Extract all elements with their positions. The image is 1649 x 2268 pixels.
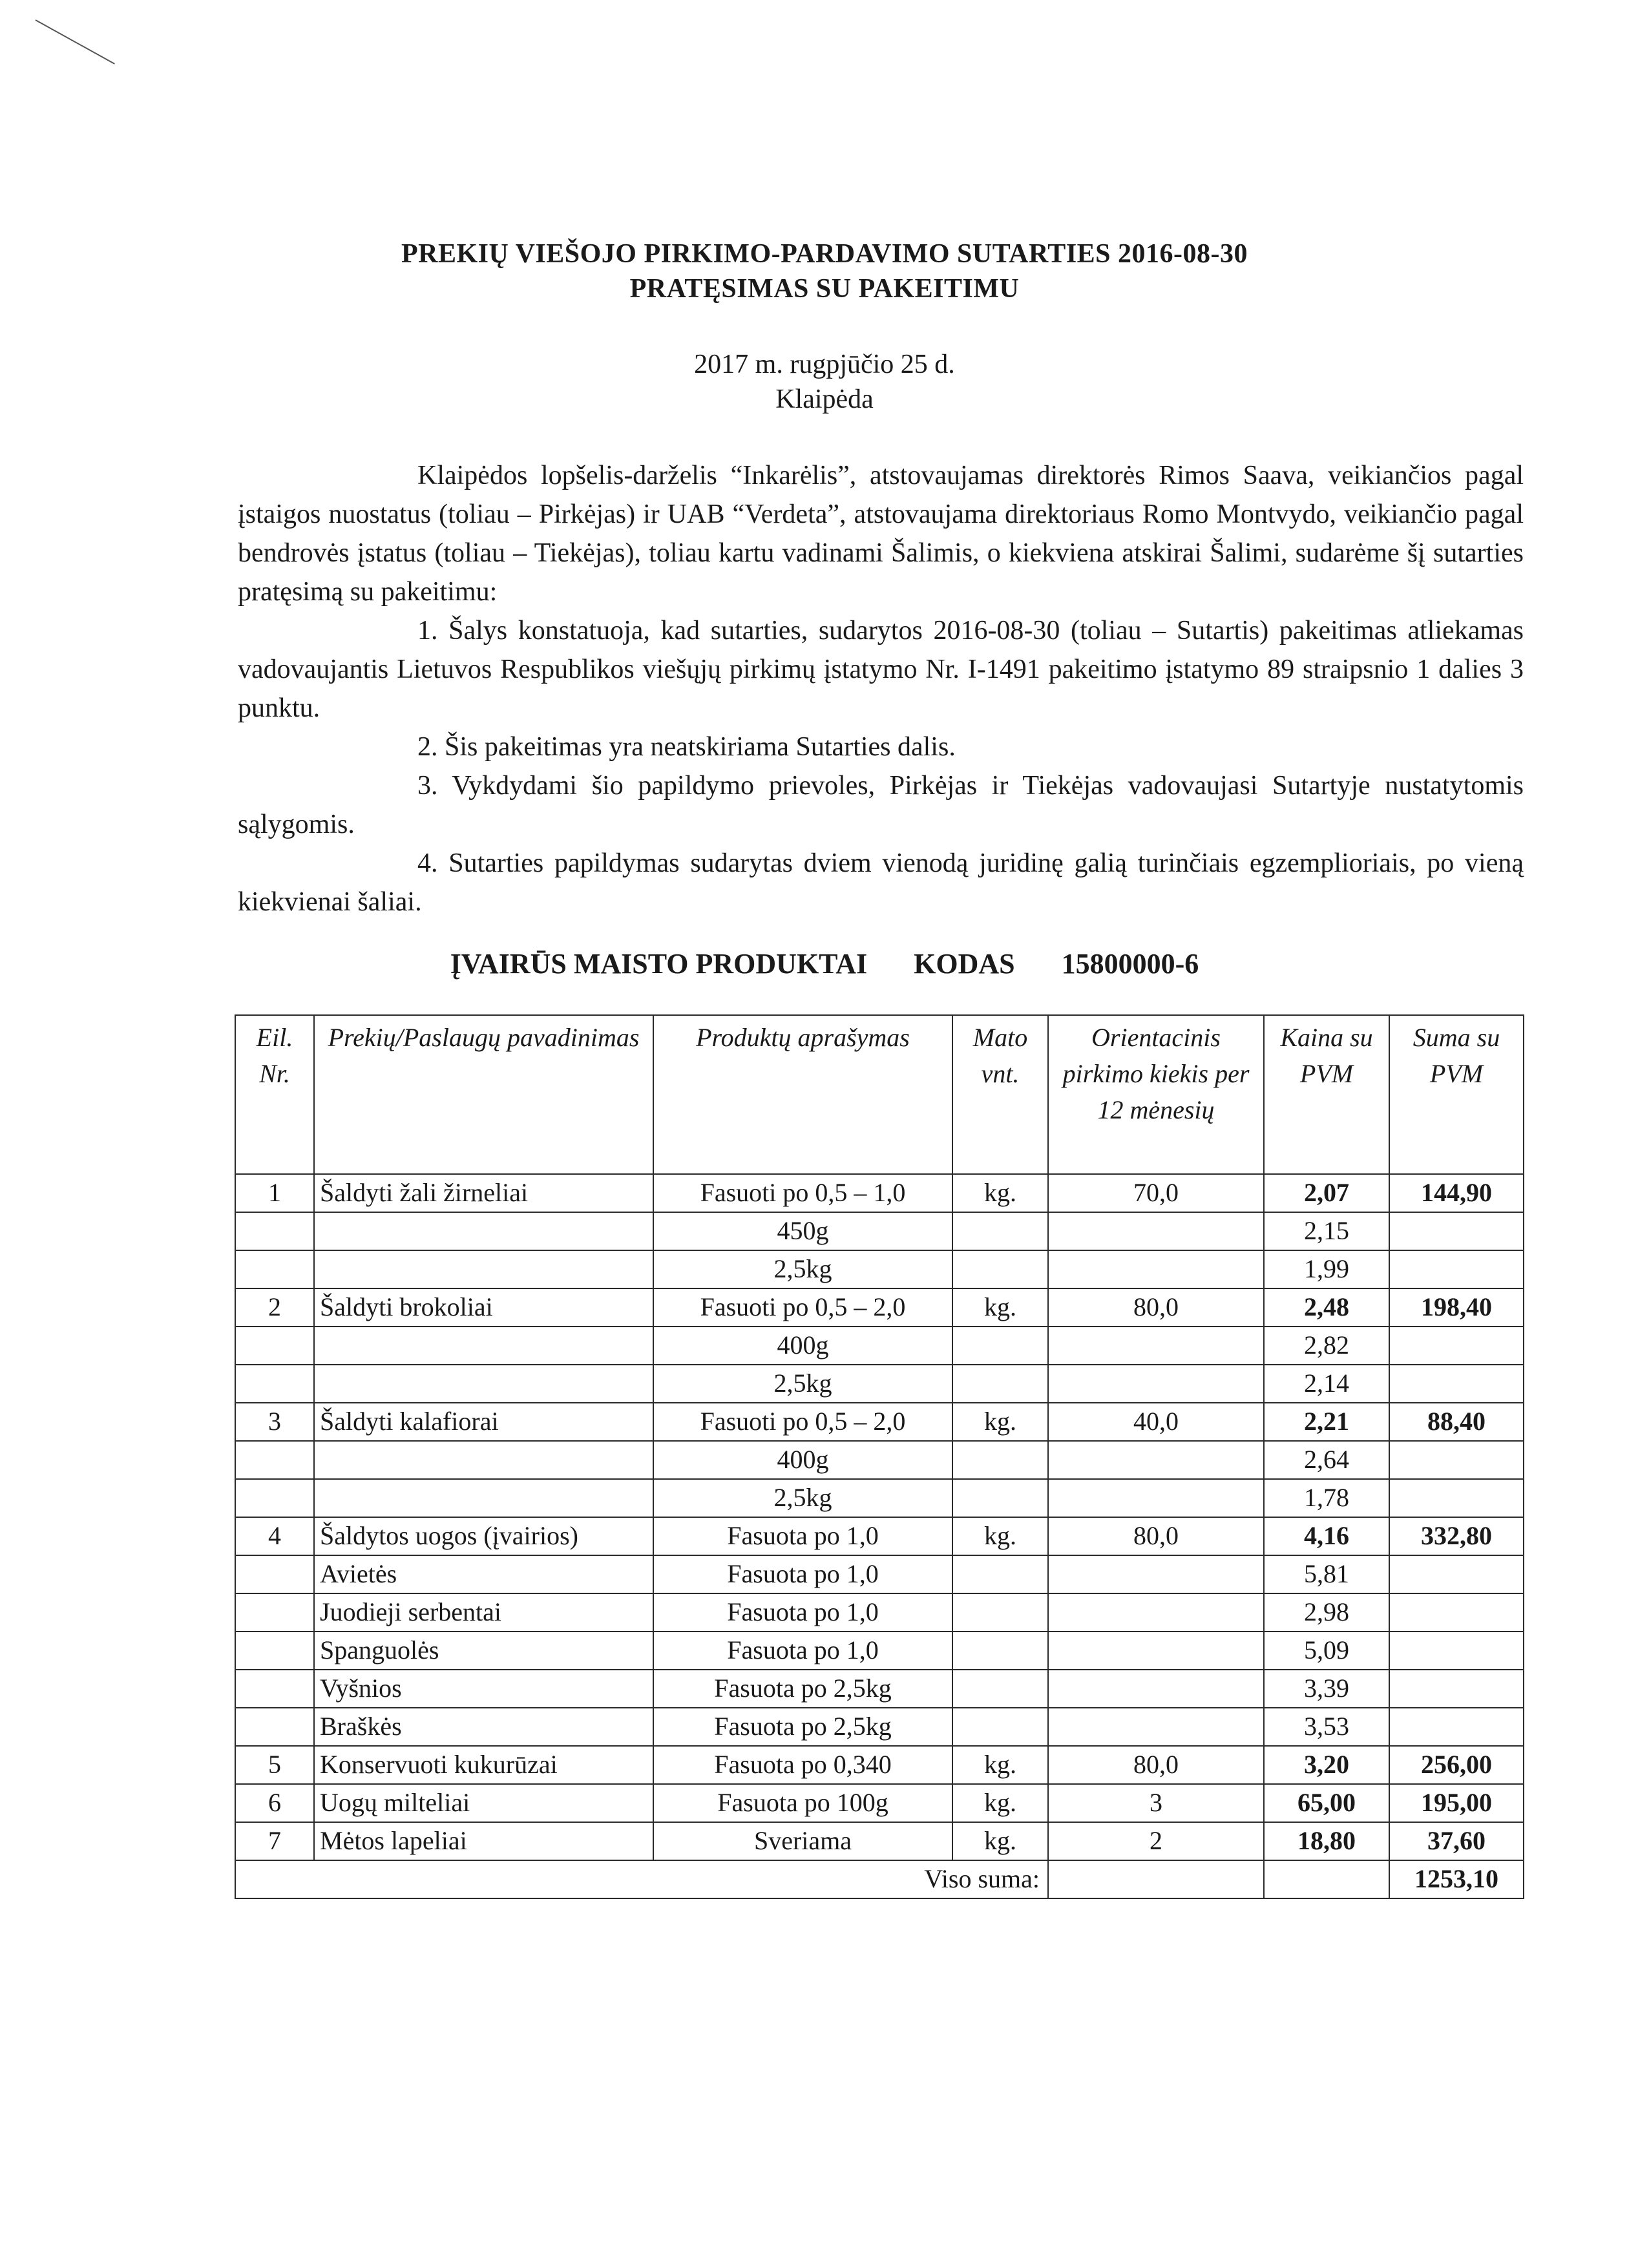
cell-unit: kg. <box>952 1784 1048 1822</box>
section-name: ĮVAIRŪS MAISTO PRODUKTAI <box>450 948 868 980</box>
cell-qty: 2 <box>1048 1822 1264 1860</box>
cell-qty <box>1048 1327 1264 1365</box>
cell-unit <box>952 1479 1048 1517</box>
cell-price: 2,64 <box>1264 1441 1389 1479</box>
cell-nr <box>235 1555 314 1593</box>
table-row <box>235 1708 1524 1746</box>
cell-desc: Fasuota po 2,5kg <box>653 1708 952 1746</box>
cell-nr: 4 <box>235 1517 314 1555</box>
cell-unit <box>952 1593 1048 1632</box>
cell-sum <box>1389 1479 1524 1517</box>
table-row <box>235 1403 1524 1441</box>
cell-price: 3,39 <box>1264 1670 1389 1708</box>
cell-name: Avietės <box>314 1555 653 1593</box>
section-heading <box>0 945 1649 983</box>
cell-nr <box>235 1212 314 1250</box>
cell-qty <box>1048 1555 1264 1593</box>
cell-sum: 195,00 <box>1389 1784 1524 1822</box>
cell-sum <box>1389 1555 1524 1593</box>
cell-price: 1,99 <box>1264 1250 1389 1288</box>
document-title-line2: PRATĘSIMAS SU PAKEITIMU <box>629 274 1020 304</box>
cell-price: 1,78 <box>1264 1479 1389 1517</box>
cell-price: 5,09 <box>1264 1632 1389 1670</box>
total-label: Viso suma: <box>235 1860 1048 1898</box>
table-row <box>235 1593 1524 1632</box>
table-row <box>235 1250 1524 1288</box>
cell-nr: 1 <box>235 1174 314 1212</box>
cell-unit <box>952 1708 1048 1746</box>
cell-price: 3,20 <box>1264 1746 1389 1784</box>
cell-price: 18,80 <box>1264 1822 1389 1860</box>
cell-unit <box>952 1327 1048 1365</box>
cell-qty <box>1048 1593 1264 1632</box>
cell-price: 2,14 <box>1264 1365 1389 1403</box>
clause-1: 1. Šalys konstatuoja, kad sutarties, sudarytos 2016-08-30 (toliau – Sutartis) pakeitimas atliekamas vadovaujantis Lietuvos Respublikos viešųjų pirkimų įstatymo Nr. I-1491 pakeitimo įstatymo 89 straipsnio 1 dalies 3 punktu. <box>238 616 1524 723</box>
total-row <box>235 1860 1524 1898</box>
cell-name: Uogų milteliai <box>314 1784 653 1822</box>
cell-name: Mėtos lapeliai <box>314 1822 653 1860</box>
cell-name: Šaldyti kalafiorai <box>314 1403 653 1441</box>
cell-qty <box>1048 1250 1264 1288</box>
header-unit: Mato vnt. <box>952 1015 1048 1174</box>
cell-sum: 198,40 <box>1389 1288 1524 1327</box>
table-row <box>235 1670 1524 1708</box>
cell-sum <box>1389 1250 1524 1288</box>
cell-name <box>314 1365 653 1403</box>
cell-sum: 37,60 <box>1389 1822 1524 1860</box>
cell-desc: Fasuota po 1,0 <box>653 1593 952 1632</box>
cell-qty <box>1048 1365 1264 1403</box>
document-body <box>238 456 1524 921</box>
cell-unit <box>952 1212 1048 1250</box>
cell-sum <box>1389 1441 1524 1479</box>
staple-mark <box>36 19 115 65</box>
cell-desc: 400g <box>653 1441 952 1479</box>
cell-unit <box>952 1555 1048 1593</box>
cell-nr <box>235 1708 314 1746</box>
cell-name: Šaldyti brokoliai <box>314 1288 653 1327</box>
table-row <box>235 1555 1524 1593</box>
cell-nr <box>235 1670 314 1708</box>
cell-price: 4,16 <box>1264 1517 1389 1555</box>
cell-desc: Fasuota po 1,0 <box>653 1555 952 1593</box>
table-row <box>235 1746 1524 1784</box>
cell-nr: 3 <box>235 1403 314 1441</box>
cell-price: 2,98 <box>1264 1593 1389 1632</box>
cell-desc: Fasuota po 1,0 <box>653 1517 952 1555</box>
cell-unit <box>952 1632 1048 1670</box>
cell-qty <box>1048 1632 1264 1670</box>
table-row <box>235 1174 1524 1212</box>
cell-sum: 332,80 <box>1389 1517 1524 1555</box>
cell-sum: 144,90 <box>1389 1174 1524 1212</box>
cell-desc: 2,5kg <box>653 1479 952 1517</box>
cell-sum: 256,00 <box>1389 1746 1524 1784</box>
header-name: Prekių/Paslaugų pavadinimas <box>314 1015 653 1174</box>
section-code: 15800000-6 <box>1061 948 1199 980</box>
cell-sum <box>1389 1327 1524 1365</box>
cell-unit: kg. <box>952 1517 1048 1555</box>
items-table <box>235 1014 1524 1899</box>
table-row <box>235 1822 1524 1860</box>
cell-price: 2,07 <box>1264 1174 1389 1212</box>
cell-name: Vyšnios <box>314 1670 653 1708</box>
header-nr: Eil. Nr. <box>235 1015 314 1174</box>
cell-unit: kg. <box>952 1288 1048 1327</box>
cell-sum <box>1389 1670 1524 1708</box>
cell-price: 65,00 <box>1264 1784 1389 1822</box>
cell-desc: Fasuota po 100g <box>653 1784 952 1822</box>
intro-paragraph: Klaipėdos lopšelis-darželis “Inkarėlis”, atstovaujamas direktorės Rimos Saava, veikiančios pagal įstaigos nuostatus (toliau – Pirkėjas) ir UAB “Verdeta”, atstovaujama direktoriaus Romo Montvydo, veikiančio pagal bendrovės įstatus (toliau – Tiekėjas), toliau kartu vadinami Šalimis, o kiekviena atskirai Šalimi, sudarėme šį sutarties pratęsimą su pakeitimu: <box>238 461 1524 607</box>
cell-nr <box>235 1479 314 1517</box>
cell-desc: 450g <box>653 1212 952 1250</box>
clause-2: 2. Šis pakeitimas yra neatskiriama Sutarties dalis. <box>417 732 956 762</box>
total-qty-empty <box>1048 1860 1264 1898</box>
cell-qty <box>1048 1479 1264 1517</box>
table-row <box>235 1212 1524 1250</box>
total-value: 1253,10 <box>1389 1860 1524 1898</box>
cell-desc: Fasuota po 2,5kg <box>653 1670 952 1708</box>
cell-nr: 6 <box>235 1784 314 1822</box>
cell-qty: 40,0 <box>1048 1403 1264 1441</box>
cell-nr: 5 <box>235 1746 314 1784</box>
cell-nr <box>235 1365 314 1403</box>
cell-unit: kg. <box>952 1174 1048 1212</box>
cell-name: Šaldyti žali žirneliai <box>314 1174 653 1212</box>
cell-sum <box>1389 1593 1524 1632</box>
header-qty: Orientacinis pirkimo kiekis per 12 mėnesių <box>1048 1015 1264 1174</box>
table-row <box>235 1441 1524 1479</box>
cell-nr <box>235 1441 314 1479</box>
header-price: Kaina su PVM <box>1264 1015 1389 1174</box>
total-price-empty <box>1264 1860 1389 1898</box>
cell-name: Spanguolės <box>314 1632 653 1670</box>
cell-qty <box>1048 1441 1264 1479</box>
cell-nr: 2 <box>235 1288 314 1327</box>
section-code-label: KODAS <box>914 948 1015 980</box>
table-row <box>235 1365 1524 1403</box>
cell-qty <box>1048 1670 1264 1708</box>
table-header-row <box>235 1015 1524 1174</box>
document-date: 2017 m. rugpjūčio 25 d. <box>694 350 955 379</box>
cell-qty <box>1048 1708 1264 1746</box>
cell-nr <box>235 1327 314 1365</box>
cell-unit <box>952 1365 1048 1403</box>
cell-unit: kg. <box>952 1403 1048 1441</box>
cell-sum: 88,40 <box>1389 1403 1524 1441</box>
cell-unit: kg. <box>952 1746 1048 1784</box>
cell-desc: 2,5kg <box>653 1365 952 1403</box>
document-city: Klaipėda <box>775 384 874 414</box>
cell-price: 2,48 <box>1264 1288 1389 1327</box>
document-title-line1: PREKIŲ VIEŠOJO PIRKIMO-PARDAVIMO SUTARTIES 2016-08-30 <box>401 239 1248 269</box>
cell-desc: Fasuota po 1,0 <box>653 1632 952 1670</box>
cell-desc: Fasuoti po 0,5 – 2,0 <box>653 1403 952 1441</box>
cell-name <box>314 1479 653 1517</box>
cell-name <box>314 1212 653 1250</box>
cell-unit <box>952 1441 1048 1479</box>
table-row <box>235 1327 1524 1365</box>
cell-desc: 400g <box>653 1327 952 1365</box>
cell-name: Konservuoti kukurūzai <box>314 1746 653 1784</box>
cell-qty <box>1048 1212 1264 1250</box>
cell-nr: 7 <box>235 1822 314 1860</box>
cell-sum <box>1389 1632 1524 1670</box>
cell-qty: 80,0 <box>1048 1746 1264 1784</box>
table-row <box>235 1784 1524 1822</box>
cell-sum <box>1389 1708 1524 1746</box>
clause-3: 3. Vykdydami šio papildymo prievoles, Pirkėjas ir Tiekėjas vadovaujasi Sutartyje nustatytomis sąlygomis. <box>238 771 1524 839</box>
cell-name <box>314 1250 653 1288</box>
cell-unit <box>952 1670 1048 1708</box>
cell-sum <box>1389 1365 1524 1403</box>
cell-name: Braškės <box>314 1708 653 1746</box>
cell-price: 2,82 <box>1264 1327 1389 1365</box>
cell-nr <box>235 1250 314 1288</box>
cell-price: 5,81 <box>1264 1555 1389 1593</box>
cell-desc: Fasuoti po 0,5 – 1,0 <box>653 1174 952 1212</box>
cell-qty: 70,0 <box>1048 1174 1264 1212</box>
header-sum: Suma su PVM <box>1389 1015 1524 1174</box>
cell-name: Šaldytos uogos (įvairios) <box>314 1517 653 1555</box>
table-row <box>235 1288 1524 1327</box>
cell-name: Juodieji serbentai <box>314 1593 653 1632</box>
cell-qty: 80,0 <box>1048 1288 1264 1327</box>
table-row <box>235 1632 1524 1670</box>
cell-nr <box>235 1632 314 1670</box>
cell-nr <box>235 1593 314 1632</box>
header-desc: Produktų aprašymas <box>653 1015 952 1174</box>
table-row <box>235 1479 1524 1517</box>
clause-4: 4. Sutarties papildymas sudarytas dviem vienodą juridinę galią turinčiais egzemplioriais, po vieną kiekvienai šaliai. <box>238 848 1524 917</box>
cell-desc: Sveriama <box>653 1822 952 1860</box>
cell-name <box>314 1327 653 1365</box>
cell-price: 2,21 <box>1264 1403 1389 1441</box>
cell-name <box>314 1441 653 1479</box>
cell-qty: 3 <box>1048 1784 1264 1822</box>
cell-unit <box>952 1250 1048 1288</box>
cell-price: 2,15 <box>1264 1212 1389 1250</box>
cell-desc: Fasuota po 0,340 <box>653 1746 952 1784</box>
cell-price: 3,53 <box>1264 1708 1389 1746</box>
cell-desc: 2,5kg <box>653 1250 952 1288</box>
cell-desc: Fasuoti po 0,5 – 2,0 <box>653 1288 952 1327</box>
cell-unit: kg. <box>952 1822 1048 1860</box>
cell-sum <box>1389 1212 1524 1250</box>
table-row <box>235 1517 1524 1555</box>
cell-qty: 80,0 <box>1048 1517 1264 1555</box>
